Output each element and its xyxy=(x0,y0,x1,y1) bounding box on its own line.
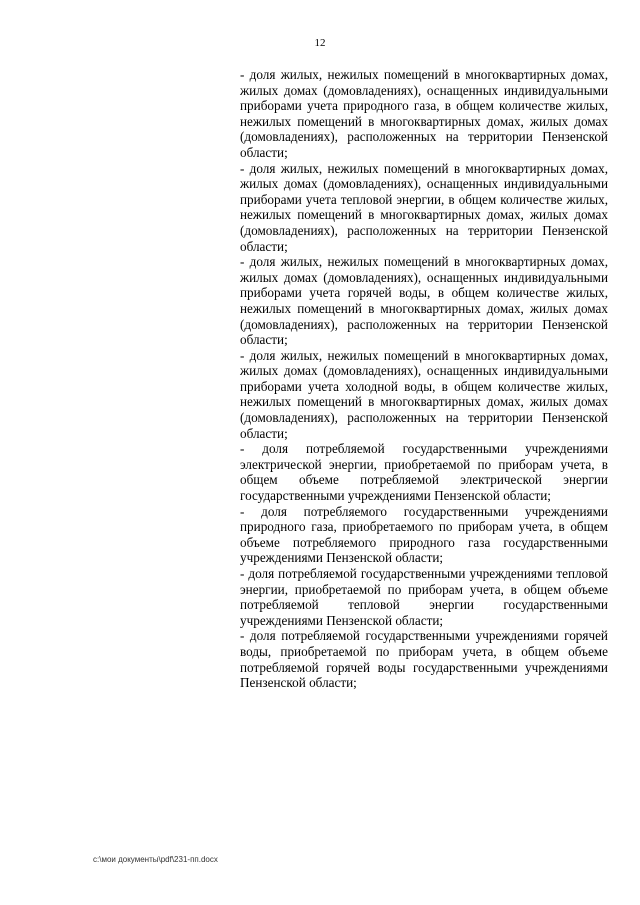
paragraph-cold-water-meters-residential: - доля жилых, нежилых помещений в многоквартирных домах, жилых домах (домовладениях), оснащенных индивидуальными приборами учета холодной воды, в общем количестве жилых, нежилых помещений в многоквартирных домах, жилых домах (домовладениях), расположенных на территории Пензенской области; xyxy=(240,347,608,441)
paragraph-hot-water-meters-residential: - доля жилых, нежилых помещений в многоквартирных домах, жилых домах (домовладениях), оснащенных индивидуальными приборами учета горячей воды, в общем количестве жилых, нежилых помещений в многоквартирных домах, жилых домах (домовладениях), расположенных на территории Пензенской области; xyxy=(240,254,608,348)
document-body xyxy=(240,67,608,691)
paragraph-gas-state-institutions: - доля потребляемого государственными учреждениями природного газа, приобретаемого по приборам учета, в общем объеме потребляемого природного газа государственными учреждениями Пензенской области; xyxy=(240,503,608,566)
paragraph-gas-meters-residential: - доля жилых, нежилых помещений в многоквартирных домах, жилых домах (домовладениях), оснащенных индивидуальными приборами учета природного газа, в общем количестве жилых, нежилых помещений в многоквартирных домах, жилых домах (домовладениях), расположенных на территории Пензенской области; xyxy=(240,67,608,160)
paragraph-heat-state-institutions: - доля потребляемой государственными учреждениями тепловой энергии, приобретаемой по приборам учета, в общем объеме потребляемой тепловой энергии государственными учреждениями Пензенской области; xyxy=(240,566,608,628)
paragraph-electricity-state-institutions: - доля потребляемой государственными учреждениями электрической энергии, приобретаемой по приборам учета, в общем объеме потребляемой электрической энергии государственными учреждениями Пензенской области; xyxy=(240,441,608,504)
footer-file-path: c:\мои документы\pdf\231-пп.docx xyxy=(93,855,218,864)
paragraph-heat-meters-residential: - доля жилых, нежилых помещений в многоквартирных домах, жилых домах (домовладениях), оснащенных индивидуальными приборами учета тепловой энергии, в общем количестве жилых, нежилых помещений в многоквартирных домах, жилых домах (домовладениях), расположенных на территории Пензенской области; xyxy=(240,160,608,254)
paragraph-hot-water-state-institutions: - доля потребляемой государственными учреждениями горячей воды, приобретаемой по приборам учета, в общем объеме потребляемой горячей воды государственными учреждениями Пензенской области; xyxy=(240,628,608,691)
page-number: 12 xyxy=(314,37,326,49)
